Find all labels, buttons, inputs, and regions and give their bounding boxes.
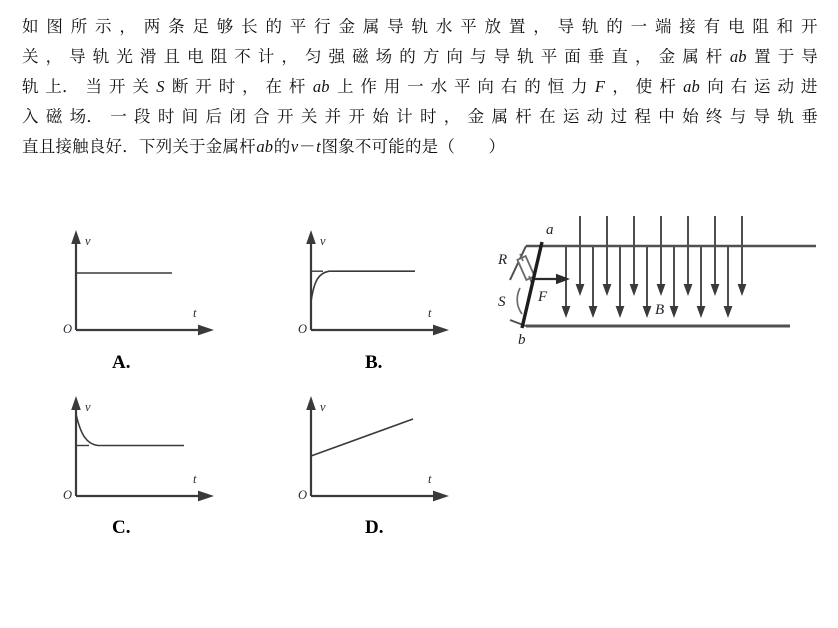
origin-label-b-text: O [298,322,308,336]
origin-label-b [297,320,313,338]
v-axis-d [306,396,316,496]
question-line-3: 轨 上． 当 开 关 S 断 开 时 ， 在 杆 ab 上 作 用 一 水 平 向 右 的 恒 力 F ， 使 杆 ab 向 右 运 动 进 [22,77,818,96]
field-arrows-long [580,216,742,290]
question-line-2: 关 ， 导 轨 光 滑 且 电 阻 不 计 ， 匀 强 磁 场 的 方 向 与 导 轨 平 面 垂 直 ， 金 属 杆 ab 置 于 导 [22,47,818,66]
t-axis-a [76,325,214,336]
axis-label-t-a [192,304,206,322]
origin-label-a-text: O [63,322,73,336]
axis-label-v-d [319,398,335,416]
question-stem [22,12,818,162]
axis-label-v-c-text: v [85,400,91,414]
switch-symbol [517,288,522,314]
field-arrowheads-short [562,306,733,318]
axis-label-v-a [84,232,100,250]
v-axis-a [71,230,81,330]
axis-label-t-b [427,304,441,322]
option-label-b[interactable]: B. [365,352,383,373]
axis-label-v-a-text: v [85,234,91,248]
origin-label-d-text: O [298,488,308,502]
option-graph-c [62,394,230,504]
t-axis-d [311,491,449,502]
option-label-a[interactable]: A. [112,352,131,373]
origin-label-d [297,486,313,504]
curve-b [311,271,415,302]
axis-label-t-c-text: t [193,472,197,486]
axis-label-t-d-text: t [428,472,432,486]
option-label-d[interactable]: D. [365,517,384,538]
axis-label-v-c [84,398,100,416]
resistor-symbol [517,256,534,280]
axis-label-v-b-text: v [320,234,326,248]
curve-d [311,419,413,456]
label-s: S [498,294,506,310]
question-line-5: 直且接触良好．下列关于金属杆ab的v－t图象不可能的是（ ） [22,137,506,156]
label-f: F [538,289,548,305]
option-graph-b [297,228,465,338]
question-line-1: 如 图 所 示 ， 两 条 足 够 长 的 平 行 金 属 导 轨 水 平 放 置 ， 导 轨 的 一 端 接 有 电 阻 和 开 [22,17,818,36]
question-line-4: 入 磁 场． 一 段 时 间 后 闭 合 开 关 并 开 始 计 时 ， 金 属 杆 在 运 动 过 程 中 始 终 与 导 轨 垂 [22,107,818,126]
origin-label-c [62,486,78,504]
label-b: b [518,332,526,348]
origin-label-c-text: O [63,488,73,502]
axis-label-t-b-text: t [428,306,432,320]
axis-label-t-c [192,470,206,488]
axis-label-v-d-text: v [320,400,326,414]
field-arrows-short [566,246,728,312]
origin-label-a [62,320,78,338]
v-axis-b [306,230,316,330]
t-axis-b [311,325,449,336]
axis-label-t-d [427,470,441,488]
field-arrowheads-long [576,284,747,296]
rail-circuit-diagram [498,216,830,353]
label-b-field: B [655,302,665,318]
axis-label-t-a-text: t [193,306,197,320]
force-arrow-f [535,274,570,284]
option-label-c[interactable]: C. [112,517,131,538]
axis-label-v-b [319,232,335,250]
label-r: R [498,252,508,268]
option-graph-d [297,394,465,504]
label-a: a [546,222,554,238]
curve-c [76,414,184,446]
rod-ab [522,242,542,328]
option-graph-a [62,228,230,338]
t-axis-c [76,491,214,502]
